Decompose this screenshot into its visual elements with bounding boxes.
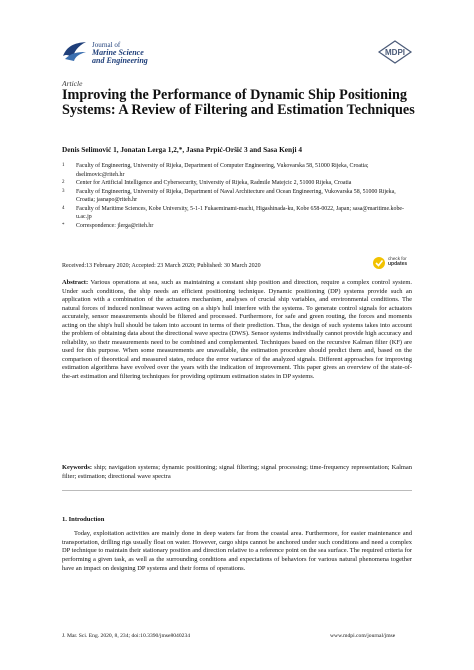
journal-name-line2: and Engineering (92, 56, 148, 65)
affiliation-mark: * (62, 222, 65, 228)
journal-name (92, 41, 148, 65)
affiliation-mark: 2 (62, 180, 65, 185)
journal-name-line1: Marine Science (92, 48, 144, 57)
journal-logo-icon (62, 40, 88, 62)
affiliations (62, 162, 412, 230)
introduction-body (62, 530, 412, 574)
correspondence-text: Correspondence: jlerga@riteh.hr (76, 222, 154, 229)
affiliation-mark: 1 (62, 163, 65, 168)
paper-title: Improving the Performance of Dynamic Ship Positioning Systems: A Review of Filtering and Estimation Techniques (62, 87, 415, 119)
affiliation-4 (62, 205, 412, 222)
correspondence (62, 222, 412, 231)
abstract-text: Various operations at sea, such as maintaining a constant ship position and direction, require a complex control system. Under such conditions, the ship needs an efficient positioning technique. Dynamic positioning (DP) systems provide such an application with a combination of the actuators mechanism, analyses of crucial ship variables, and environmental conditions. The natural forces of induced nonlinear waves acting on a ship's hull interfere with the systems. To generate control signals for actuators accurately, sensor measurements should be filtered and processed. Furthermore, for safe and green routing, the forces and moments acting on the ship's hull should be taken into account in terms of their prediction. Thus, the design of such systems takes into account the problem of obtaining data about the directional wave spectra (DWS). Sensor systems individually cannot provide high accuracy and reliability, so their measurements need to be combined and complemented. Techniques based on the recursive Kalman filter (KF) are used for this purpose. When some measurements are unavailable, the estimation procedure should predict them and, based on the comparison of theoretical and measured states, reduce the error variance of the analyzed signals. Different approaches for improving estimation algorithms have evolved over the years with the indication of improvement. This paper gives an overview of the state-of-the-art estimation and filtering techniques for providing optimum estimation states in DP systems. (62, 279, 413, 381)
article-type: Article (62, 79, 83, 88)
section-heading: 1. Introduction (62, 516, 105, 523)
abstract-label: Abstract: (62, 279, 89, 286)
authors: Denis Selimović 1, Jonatan Lerga 1,2,*, Jasna Prpić-Oršić 3 and Sasa Kenji 4 (62, 145, 302, 154)
affiliation-mark: 4 (62, 205, 65, 211)
affiliation-3 (62, 188, 412, 205)
keywords-text: ship; navigation systems; dynamic positioning; signal filtering; signal processing; time-frequency representation; Kalman filter; estimation; directional wave spectra (62, 464, 412, 480)
journal-prefix: Journal of (92, 41, 121, 49)
affiliation-text: Faculty of Maritime Sciences, Kobe University, 5-1-1 Fukaeminami-machi, Higashinada-ku, Kobe 658-0022, Japan; sasa@maritime.kobe-u.ac.jp (76, 205, 404, 220)
affiliation-2 (62, 179, 412, 188)
mdpi-logo-text: MDPI (385, 48, 405, 57)
footer-citation: J. Mar. Sci. Eng. 2020, 8, 234; doi:10.3390/jmse8040234 (62, 633, 191, 639)
affiliation-mark: 3 (62, 188, 65, 194)
abstract (62, 279, 412, 382)
check-for-updates[interactable] (388, 256, 407, 267)
check-for-updates-line1: check for (388, 256, 407, 261)
introduction-paragraph: Today, exploitation activities are mainly done in deep waters far from the coastal area. Furthermore, for easier maintenance and transportation, drilling rigs usually float on water. However, cargo ships cannot be anchored under such conditions and need a complex DP technique to maintain their stationary position and direction relative to a reference point on the sea surface. The required criteria for performing a given task, as well as the surrounding conditions and expectations of behaviors for various natural phenomena together have an impact on designing DP systems and their forms of operations. (62, 530, 412, 572)
affiliation-1 (62, 162, 412, 179)
publication-dates: Received:13 February 2020; Accepted: 23 March 2020; Published: 30 March 2020 (62, 263, 261, 269)
affiliation-text: Faculty of Engineering, University of Rijeka, Department of Naval Architecture and Ocean Engineering, Vukovarska 58, 51000 Rijeka, Croatia; jasnapo@riteh.hr (76, 188, 396, 203)
footer-url[interactable]: www.mdpi.com/journal/jmse (330, 633, 396, 639)
keywords (62, 464, 412, 481)
affiliation-text: Center for Artificial Intelligence and Cybersecurity, University of Rijeka, Radmile Matejcic 2, 51000 Rijeka, Croatia (76, 180, 352, 186)
mdpi-logo-icon (377, 40, 413, 64)
keywords-label: Keywords: (62, 464, 93, 471)
affiliation-text: Faculty of Engineering, University of Rijeka, Department of Computer Engineering, Vukovarska 58, 51000 Rijeka, Croatia; dselimovic@riteh.hr (76, 163, 369, 178)
check-for-updates-line2: updates (388, 261, 408, 267)
divider (62, 490, 412, 491)
